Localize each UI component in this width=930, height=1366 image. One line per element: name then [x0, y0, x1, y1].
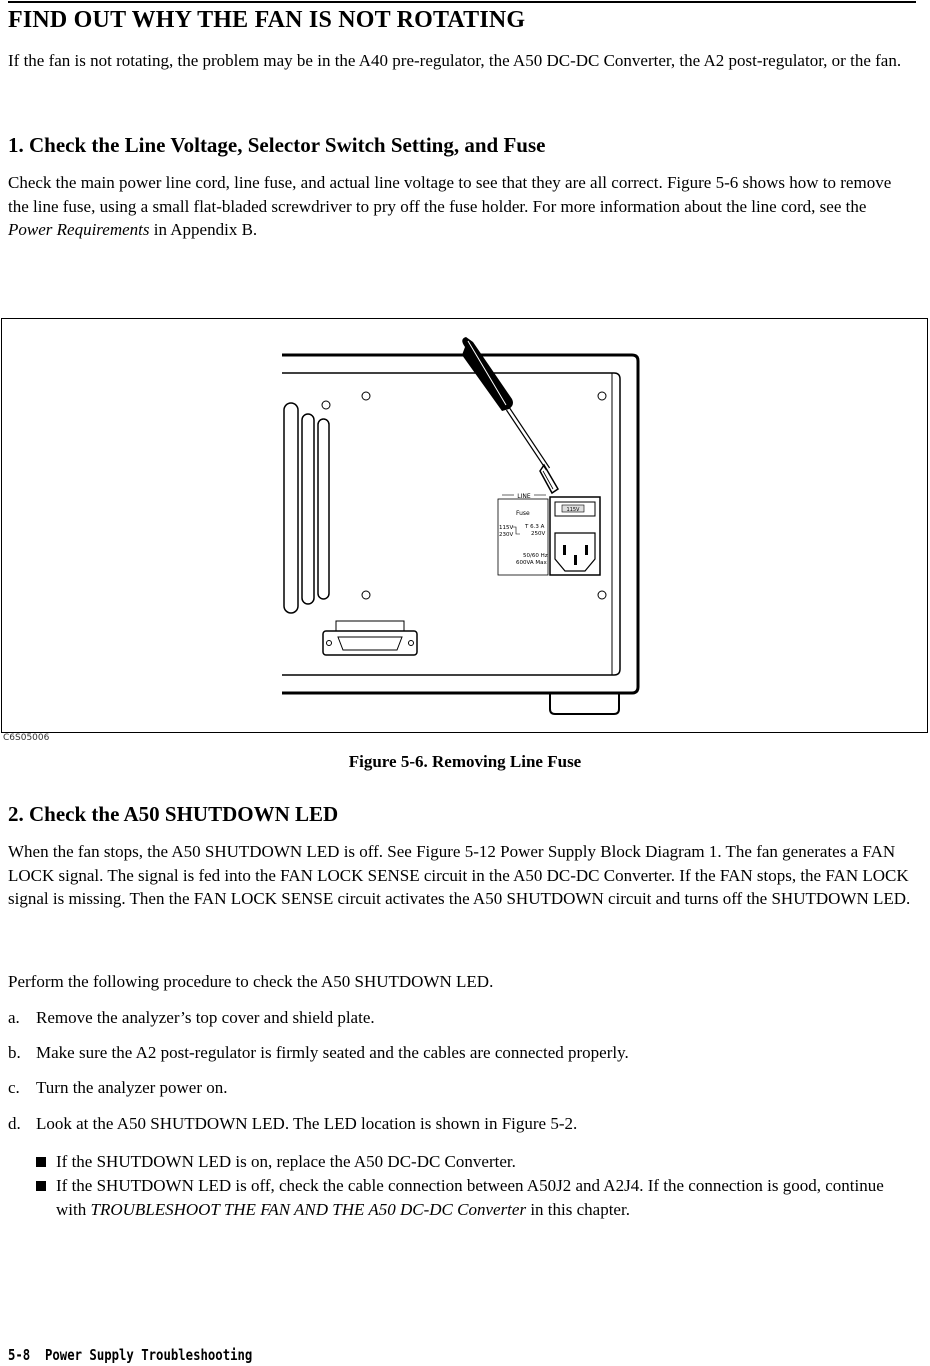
power-requirements-ref: Power Requirements	[8, 220, 150, 239]
bullet-square-icon	[36, 1181, 46, 1191]
line-label: LINE	[517, 493, 531, 500]
fuse-label: Fuse	[516, 510, 530, 517]
bullet-led-on: If the SHUTDOWN LED is on, replace the A50 DC-DC Converter.	[56, 1150, 906, 1174]
section-title: FIND OUT WHY THE FAN IS NOT ROTATING	[8, 7, 526, 33]
figure-frame	[1, 318, 928, 733]
figure-id: C6S05006	[3, 733, 50, 743]
top-rule	[8, 1, 916, 3]
procedure-step-a: a. Remove the analyzer’s top cover and shield plate.	[8, 1008, 375, 1027]
page-number: 5-8	[8, 1346, 31, 1364]
troubleshoot-fan-ref: TROUBLESHOOT THE FAN AND THE A50 DC-DC Converter	[90, 1199, 527, 1219]
intro-paragraph: If the fan is not rotating, the problem may be in the A40 pre-regulator, the A50 DC-DC Converter, the A2 post-regulator, or the fan.	[8, 51, 902, 70]
procedure-step-d: d. Look at the A50 SHUTDOWN LED. The LED location is shown in Figure 5-2.	[8, 1114, 578, 1133]
procedure-intro: Perform the following procedure to check the A50 SHUTDOWN LED.	[8, 972, 494, 991]
figure-caption: Figure 5-6. Removing Line Fuse	[348, 752, 582, 771]
step2-heading: 2. Check the A50 SHUTDOWN LED	[8, 802, 339, 826]
chapter-title: Power Supply Troubleshooting	[44, 1346, 253, 1364]
v230-label: 230V	[499, 532, 514, 538]
step1-paragraph: Check the main power line cord, line fuse, and actual line voltage to see that they are all correct. Figure 5-6 shows how to remove the line fuse, using a small flat-bladed screwdriver to pry off the fuse holder. For more information about the line cord, see the Power Requirements in Appendix B.	[8, 173, 892, 239]
procedure-step-c: c. Turn the analyzer power on.	[8, 1078, 228, 1097]
rear-panel-illustration	[2, 319, 927, 732]
fuse-voltage: 250V	[531, 531, 546, 537]
power-label: 600VA Max	[516, 560, 547, 566]
v115-label: 115V	[499, 525, 514, 531]
bullet-led-off: If the SHUTDOWN LED is off, check the cable connection between A50J2 and A2J4. If the connection is good, continue with TROUBLESHOOT THE FAN AND THE A50 DC-DC Converter in this chapter.	[56, 1174, 906, 1221]
fuse-rating: T 6.3 A	[525, 524, 545, 530]
bullet-square-icon	[36, 1157, 46, 1167]
page-footer	[8, 1346, 252, 1364]
screwdriver-icon	[462, 337, 558, 493]
step1-heading: 1. Check the Line Voltage, Selector Switch Setting, and Fuse	[8, 133, 546, 157]
step2-paragraph: When the fan stops, the A50 SHUTDOWN LED is off. See Figure 5-12 Power Supply Block Diagram 1. The fan generates a FAN LOCK signal. The signal is fed into the FAN LOCK SENSE circuit in the A50 DC-DC Converter. If the FAN stops, the FAN LOCK signal is missing. Then the FAN LOCK SENSE circuit activates the A50 SHUTDOWN circuit and turns off the SHUTDOWN LED.	[8, 842, 911, 908]
selector-switch-label: 115V	[566, 507, 580, 513]
procedure-step-b: b. Make sure the A2 post-regulator is firmly seated and the cables are connected properly.	[8, 1043, 629, 1062]
frequency-label: 50/60 Hz	[523, 553, 548, 559]
